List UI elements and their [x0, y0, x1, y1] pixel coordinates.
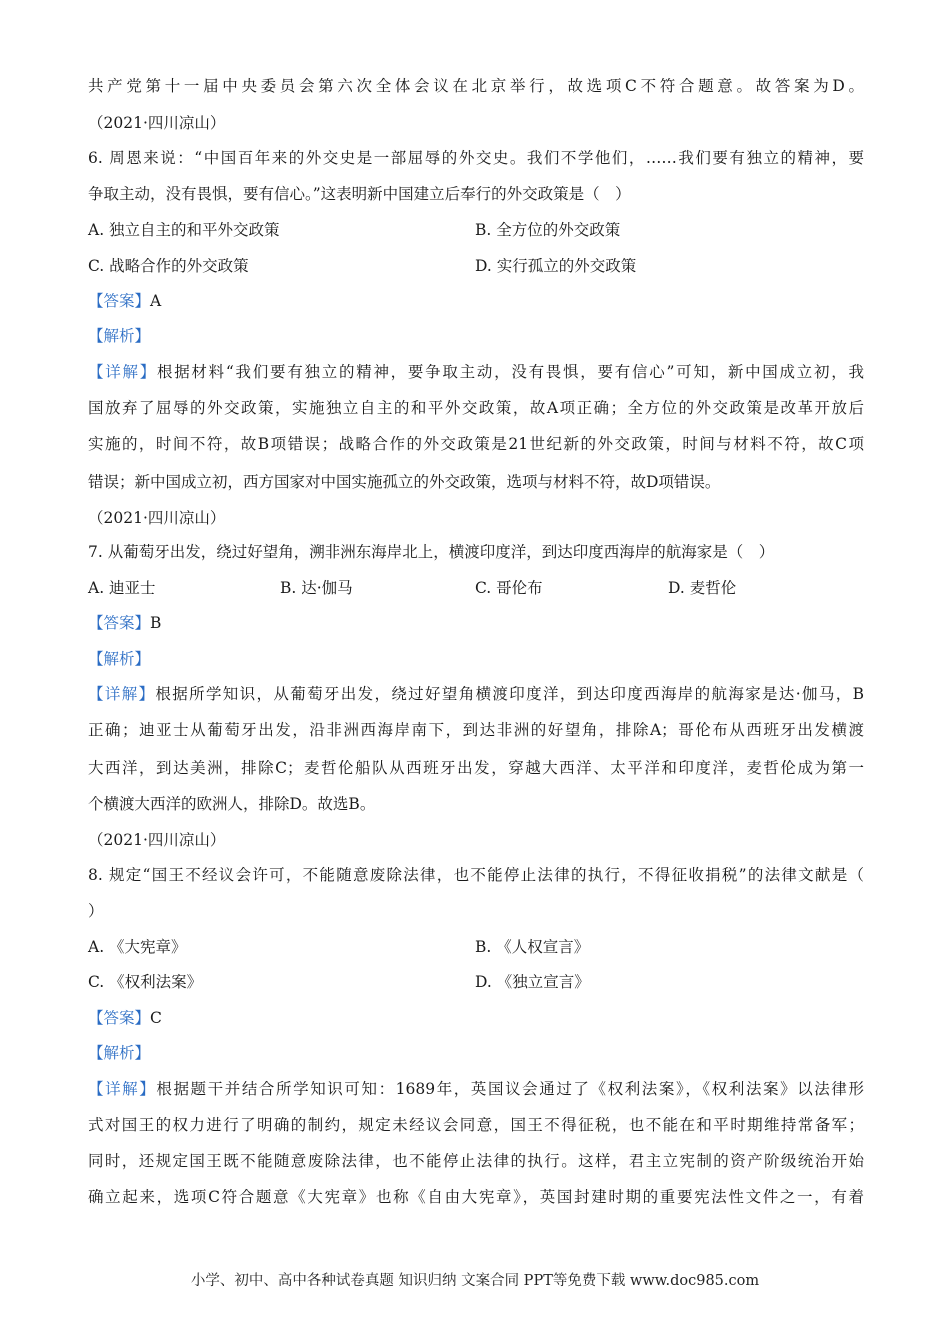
text-line: 共产党第十一届中央委员会第六次全体会议在北京举行，故选项C不符合题意。故答案为D。: [88, 77, 864, 95]
option-c: C. 战略合作的外交政策: [88, 257, 249, 275]
detail-line: 同时，还规定国王既不能随意废除法律，也不能停止法律的执行。这样，君主立宪制的资产阶级统治开始: [88, 1152, 864, 1170]
detail-tag: 【详解】: [88, 1080, 157, 1098]
detail-line: 实施的，时间不符，故B项错误；战略合作的外交政策是21世纪新的外交政策，时间与材料不符，故C项: [88, 435, 864, 453]
analysis-tag: 【解析】: [88, 327, 151, 345]
answer-value: B: [150, 614, 162, 632]
source-label: （2021·四川凉山）: [88, 831, 226, 849]
detail-line: [88, 361, 864, 383]
source-label: （2021·四川凉山）: [88, 509, 226, 527]
option-b: B. 达·伽马: [280, 579, 353, 597]
option-a: A. 迪亚士: [88, 579, 156, 597]
detail-text: 根据材料“我们要有独立的精神，要争取主动，没有畏惧，要有信心”可知，新中国成立初，我: [156, 363, 864, 381]
question-stem: 7. 从葡萄牙出发，绕过好望角，溯非洲东海岸北上，横渡印度洋，到达印度西海岸的航海家是（ ）: [88, 543, 775, 561]
question-stem: 6. 周恩来说：“中国百年来的外交史是一部屈辱的外交史。我们不学他们，……我们要有独立的精神，要: [88, 149, 864, 167]
answer-line: [88, 290, 161, 312]
source-label: （2021·四川凉山）: [88, 114, 226, 132]
detail-line: 式对国王的权力进行了明确的制约，规定未经议会同意，国王不得征税，也不能在和平时期维持常备军；: [88, 1116, 864, 1134]
analysis-tag: 【解析】: [88, 650, 151, 668]
detail-text: 根据题干并结合所学知识可知：1689年，英国议会通过了《权利法案》，《权利法案》以法律形: [156, 1080, 864, 1098]
option-c: C. 哥伦布: [475, 579, 543, 597]
detail-line: 确立起来，选项C符合题意《大宪章》也称《自由大宪章》，英国封建时期的重要宪法性文件之一，有着: [88, 1188, 864, 1206]
answer-value: C: [150, 1009, 162, 1027]
option-d: D. 实行孤立的外交政策: [475, 257, 637, 275]
detail-line: [88, 1078, 864, 1100]
question-stem: 8. 规定“国王不经议会许可，不能随意废除法律，也不能停止法律的执行，不得征收捐税”的法律文献是（: [88, 866, 864, 884]
answer-line: [88, 612, 161, 634]
detail-tag: 【详解】: [88, 685, 156, 703]
option-a: A. 独立自主的和平外交政策: [88, 221, 280, 239]
question-stem: ）: [88, 902, 104, 920]
page-footer: 小学、初中、高中各种试卷真题 知识归纳 文案合同 PPT等免费下载 www.doc985.com: [190, 1273, 760, 1289]
answer-line: [88, 1007, 162, 1029]
detail-line: [88, 683, 864, 705]
option-b: B. 全方位的外交政策: [475, 221, 621, 239]
detail-line: 个横渡大西洋的欧洲人，排除D。故选B。: [88, 795, 376, 813]
answer-value: A: [150, 292, 162, 310]
detail-line: 错误；新中国成立初，西方国家对中国实施孤立的外交政策，选项与材料不符，故D项错误。: [88, 473, 721, 491]
option-d: D. 麦哲伦: [668, 579, 737, 597]
option-a: A. 《大宪章》: [88, 938, 187, 956]
option-c: C. 《权利法案》: [88, 973, 203, 991]
option-b: B. 《人权宣言》: [475, 938, 590, 956]
detail-line: 国放弃了屈辱的外交政策，实施独立自主的和平外交政策，故A项正确；全方位的外交政策是改革开放后: [88, 399, 864, 417]
question-stem: 争取主动，没有畏惧，要有信心。”这表明新中国建立后奉行的外交政策是（ ）: [88, 185, 631, 203]
answer-tag: 【答案】: [88, 1009, 151, 1027]
analysis-tag: 【解析】: [88, 1044, 151, 1062]
detail-line: 正确；迪亚士从葡萄牙出发，沿非洲西海岸南下，到达非洲的好望角，排除A；哥伦布从西班牙出发横渡: [88, 721, 864, 739]
detail-text: 根据所学知识，从葡萄牙出发，绕过好望角横渡印度洋，到达印度西海岸的航海家是达·伽马，B: [155, 685, 864, 703]
answer-tag: 【答案】: [88, 292, 151, 310]
option-d: D. 《独立宣言》: [475, 973, 590, 991]
detail-line: 大西洋，到达美洲，排除C；麦哲伦船队从西班牙出发，穿越大西洋、太平洋和印度洋，麦哲伦成为第一: [88, 759, 864, 777]
answer-tag: 【答案】: [88, 614, 151, 632]
detail-tag: 【详解】: [88, 363, 157, 381]
